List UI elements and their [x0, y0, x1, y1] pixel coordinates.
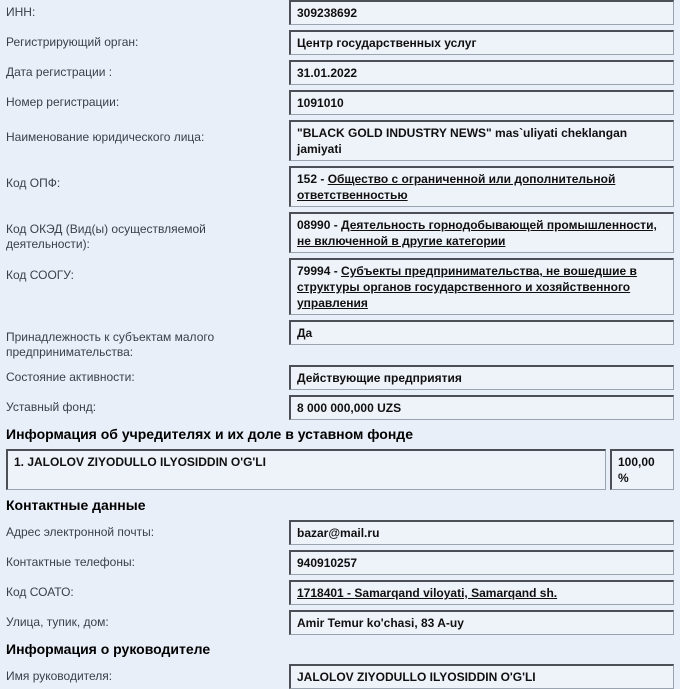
field-row-activity-status — [6, 365, 674, 390]
field-label: Наименование юридического лица: — [6, 130, 205, 144]
field-label: Код ОПФ: — [6, 176, 61, 190]
field-row-soato-code — [6, 580, 674, 605]
field-label: Имя руководителя: — [6, 669, 113, 683]
field-row-charter-fund — [6, 395, 674, 420]
field-label: Состояние активности: — [6, 370, 135, 384]
field-row-opf-code — [6, 166, 674, 207]
soogu-code-link[interactable]: Субъекты предпринимательства, не вошедшие в структуры органов государственного и хозяйственного управления — [297, 264, 637, 310]
field-label: Дата регистрации : — [6, 65, 113, 79]
founder-share-percent: 100,00 % — [610, 449, 674, 490]
founders-heading: Информация об учредителях и их доле в уставном фонде — [6, 426, 413, 442]
founder-row — [6, 449, 674, 490]
registry-section — [6, 0, 674, 420]
field-value-phones: 940910257 — [289, 550, 674, 575]
field-label: Код ОКЭД (Вид(ы) осуществляемой деятельности): — [6, 222, 206, 251]
field-row-inn — [6, 0, 674, 25]
field-value-registration-number: 1091010 — [289, 90, 674, 115]
opf-code-number: 152 - — [297, 172, 328, 186]
field-label: Номер регистрации: — [6, 95, 120, 109]
field-value-registration-date: 31.01.2022 — [289, 60, 674, 85]
field-value-registering-authority: Центр государственных услуг — [289, 30, 674, 55]
field-label: Принадлежность к субъектам малого предпринимательства: — [6, 330, 215, 359]
field-value-email: bazar@mail.ru — [289, 520, 674, 545]
field-row-email — [6, 520, 674, 545]
field-row-phones — [6, 550, 674, 575]
field-value-small-business: Да — [289, 320, 674, 345]
field-row-oked-code — [6, 212, 674, 253]
field-row-registering-authority — [6, 30, 674, 55]
field-row-director-name — [6, 664, 674, 689]
field-label: Код СООГУ: — [6, 268, 74, 282]
soato-code-number[interactable]: 1718401 - — [297, 586, 355, 600]
field-value-opf-code — [289, 166, 674, 207]
field-label: ИНН: — [6, 5, 36, 19]
field-value-charter-fund: 8 000 000,000 UZS — [289, 395, 674, 420]
field-value-activity-status: Действующие предприятия — [289, 365, 674, 390]
field-label: Контактные телефоны: — [6, 555, 135, 569]
field-row-soogu-code — [6, 258, 674, 315]
field-row-registration-date — [6, 60, 674, 85]
director-heading: Информация о руководителе — [6, 641, 211, 657]
field-label: Адрес электронной почты: — [6, 525, 155, 539]
field-label: Регистрирующий орган: — [6, 35, 139, 49]
field-value-inn: 309238692 — [289, 0, 674, 25]
field-value-soato-code — [289, 580, 674, 605]
field-row-registration-number — [6, 90, 674, 115]
field-value-legal-entity-name: "BLACK GOLD INDUSTRY NEWS" mas`uliyati cheklangan jamiyati — [289, 120, 674, 161]
field-value-soogu-code — [289, 258, 674, 315]
field-row-legal-entity-name — [6, 120, 674, 161]
contacts-heading: Контактные данные — [6, 497, 146, 513]
opf-code-link[interactable]: Общество с ограниченной или дополнительной ответственностью — [297, 172, 616, 202]
soato-code-link[interactable]: Samarqand viloyati, Samarqand sh. — [354, 586, 558, 600]
oked-code-number: 08990 - — [297, 218, 342, 232]
field-label: Код СОАТО: — [6, 585, 74, 599]
soogu-code-number: 79994 - — [297, 264, 342, 278]
field-value-oked-code — [289, 212, 674, 253]
field-row-street-address — [6, 610, 674, 635]
field-row-small-business — [6, 320, 674, 360]
oked-code-link[interactable]: Деятельность горнодобывающей промышленности, не включенной в другие категории — [297, 218, 657, 248]
field-value-street-address: Amir Temur ko'chasi, 83 A-uy — [289, 610, 674, 635]
field-value-director-name: JALOLOV ZIYODULLO ILYOSIDDIN O'G'LI — [289, 664, 674, 689]
field-label: Улица, тупик, дом: — [6, 615, 109, 629]
founder-name: 1. JALOLOV ZIYODULLO ILYOSIDDIN O'G'LI — [6, 449, 606, 490]
field-label: Уставный фонд: — [6, 400, 97, 414]
